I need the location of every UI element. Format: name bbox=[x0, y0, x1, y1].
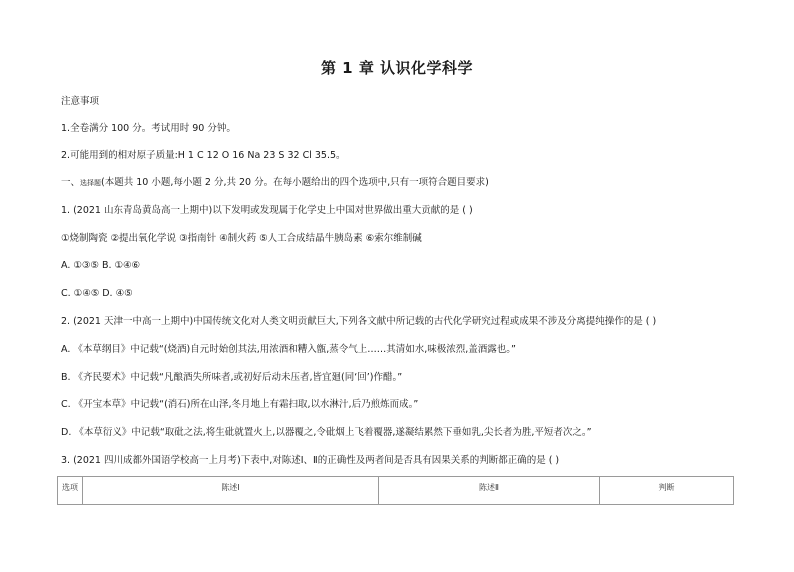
table-header-option: 选项 bbox=[58, 477, 83, 505]
question-1-option-ab: A. ①③⑤ B. ①④⑥ bbox=[61, 260, 141, 271]
question-2-option-d: D. 《本草衍义》中记载“取砒之法,将生砒就置火上,以器覆之,令砒烟上飞着覆器,遂凝结累然下垂如乳,尖长者为胜,平短者次之。” bbox=[61, 427, 592, 438]
table-header-statement-1: 陈述Ⅰ bbox=[83, 477, 379, 505]
question-1-items: ①烧制陶瓷 ②提出氧化学说 ③指南针 ④制火药 ⑤人工合成结晶牛胰岛素 ⑥索尔维制碱 bbox=[61, 233, 422, 244]
question-1-option-cd: C. ①④⑤ D. ④⑤ bbox=[61, 288, 133, 299]
section-heading bbox=[61, 177, 489, 189]
section-prefix: 一、 bbox=[61, 177, 81, 188]
question-2-option-a: A. 《本草纲目》中记载“(烧酒)自元时始创其法,用浓酒和糟入甑,蒸令气上……其清如水,味极浓烈,盖酒露也。” bbox=[61, 344, 516, 355]
question-1-stem: 1. (2021 山东青岛黄岛高一上期中)以下发明或发现属于化学史上中国对世界做出重大贡献的是 ( ) bbox=[61, 205, 473, 216]
table-header-row bbox=[58, 477, 734, 505]
question-2-option-c: C. 《开宝本草》中记载“(消石)所在山泽,冬月地上有霜扫取,以水淋汁,后乃煎炼而成。” bbox=[61, 399, 419, 410]
chapter-title: 第 1 章 认识化学科学 bbox=[320, 59, 474, 77]
notice-heading: 注意事项 bbox=[61, 96, 100, 107]
question-3-stem: 3. (2021 四川成都外国语学校高一上月考)下表中,对陈述Ⅰ、Ⅱ的正确性及两者间是否具有因果关系的判断都正确的是 ( ) bbox=[61, 455, 560, 466]
table-header-judgement: 判断 bbox=[600, 477, 734, 505]
question-2-stem: 2. (2021 天津一中高一上期中)中国传统文化对人类文明贡献巨大,下列各文献中所记载的古代化学研究过程或成果不涉及分离提纯操作的是 ( ) bbox=[61, 316, 657, 327]
notice-item-1: 1.全卷满分 100 分。考试用时 90 分钟。 bbox=[61, 123, 236, 134]
notice-item-2: 2.可能用到的相对原子质量:H 1 C 12 O 16 Na 23 S 32 Cl 35.5。 bbox=[61, 150, 346, 161]
question-2-option-b: B. 《齐民要术》中记载“凡酿酒失所味者,或初好后动未压者,皆宜廻(同‘回’)作醋。” bbox=[61, 372, 403, 383]
table-header-statement-2: 陈述Ⅱ bbox=[379, 477, 600, 505]
section-tag: 选择题 bbox=[80, 179, 102, 187]
question-3-table bbox=[57, 476, 734, 505]
section-text: (本题共 10 小题,每小题 2 分,共 20 分。在每小题给出的四个选项中,只有一项符合题目要求) bbox=[101, 177, 489, 188]
